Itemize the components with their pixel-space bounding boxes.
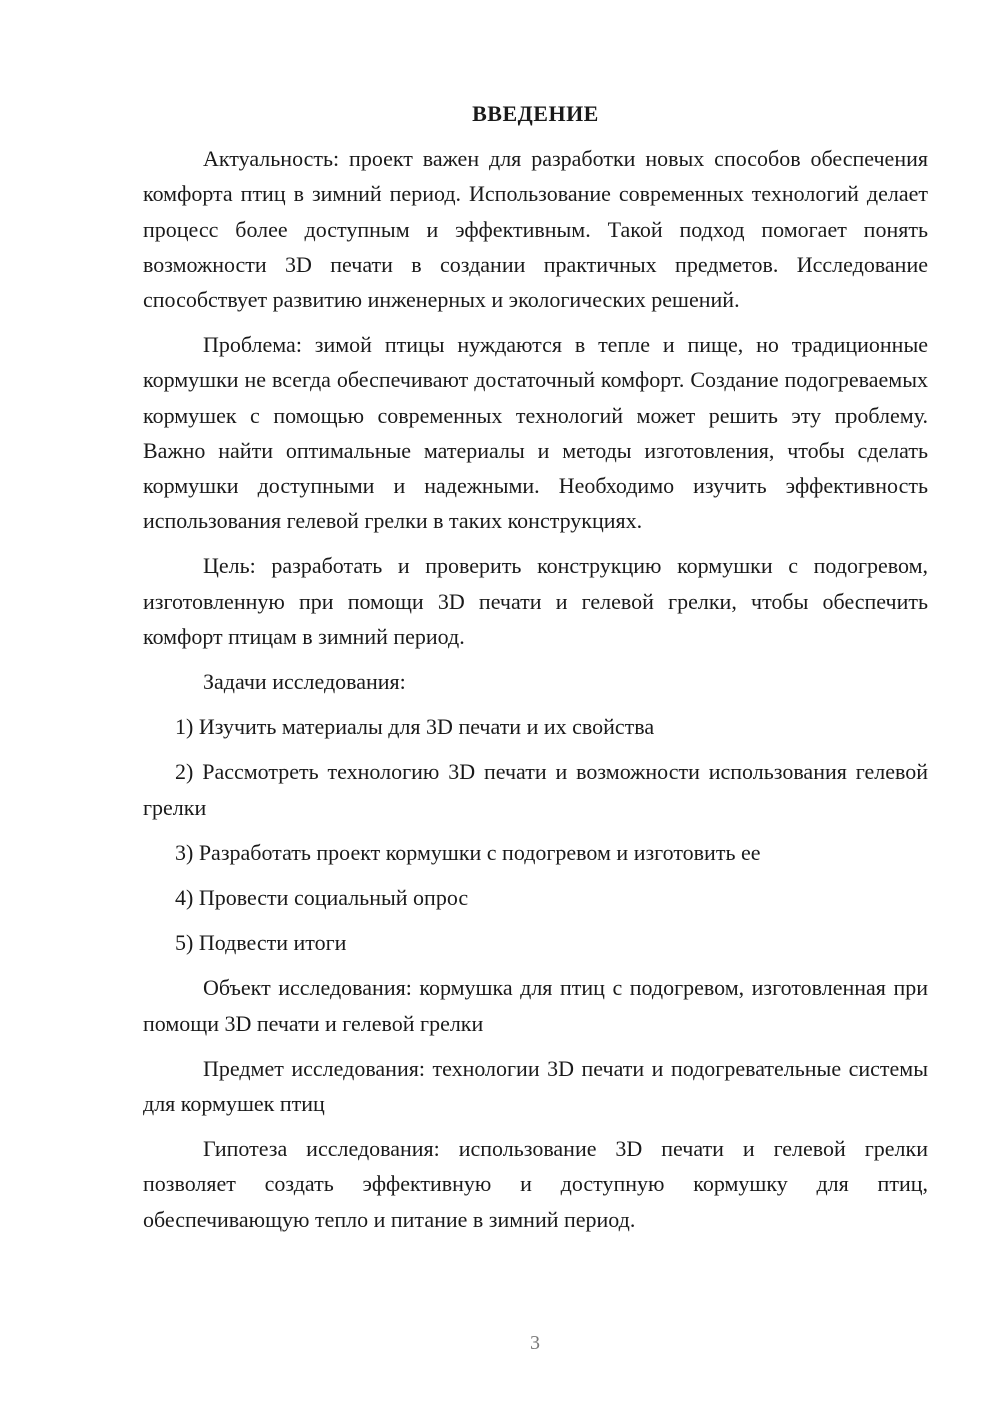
task-item: 3) Разработать проект кормушки с подогревом и изготовить ее <box>175 839 761 865</box>
page-number: 3 <box>530 1332 540 1354</box>
problem-paragraph: Проблема: зимой птицы нуждаются в тепле и пище, но традиционные кормушки не всегда обеспечивают достаточный комфорт. Создание подогреваемых кормушек с помощью современных технологий может решить эту проблему. Важно найти оптимальные материалы и методы изготовления, чтобы сделать кормушки доступными и надежными. Необходимо изучить эффективность использования гелевой грелки в таких конструкциях. <box>143 332 928 534</box>
relevance-paragraph: Актуальность: проект важен для разработки новых способов обеспечения комфорта птиц в зимний период. Использование современных технологий делает процесс более доступным и эффективным. Такой подход помогает понять возможности 3D печати в создании практичных предметов. Исследование способствует развитию инженерных и экологических решений. <box>143 146 928 313</box>
subject-paragraph: Предмет исследования: технологии 3D печати и подогревательные системы для кормушек птиц <box>143 1055 928 1117</box>
hypothesis-paragraph: Гипотеза исследования: использование 3D печати и гелевой грелки позволяет создать эффективную и доступную кормушку для птиц, обеспечивающую тепло и питание в зимний период. <box>143 1136 928 1232</box>
task-item: 4) Провести социальный опрос <box>175 885 469 911</box>
goal-paragraph: Цель: разработать и проверить конструкцию кормушки с подогревом, изготовленную при помощи 3D печати и гелевой грелки, чтобы обеспечить комфорт птицам в зимний период. <box>143 553 928 649</box>
object-paragraph: Объект исследования: кормушка для птиц с подогревом, изготовленная при помощи 3D печати и гелевой грелки <box>143 975 928 1036</box>
task-item: 2) Рассмотреть технологию 3D печати и возможности использования гелевой грелки <box>143 759 928 820</box>
section-title: ВВЕДЕНИЕ <box>472 101 599 126</box>
task-item: 5) Подвести итоги <box>175 930 347 956</box>
task-item: 1) Изучить материалы для 3D печати и их свойства <box>175 714 655 740</box>
tasks-heading: Задачи исследования: <box>203 669 406 695</box>
page-content <box>143 96 928 1247</box>
